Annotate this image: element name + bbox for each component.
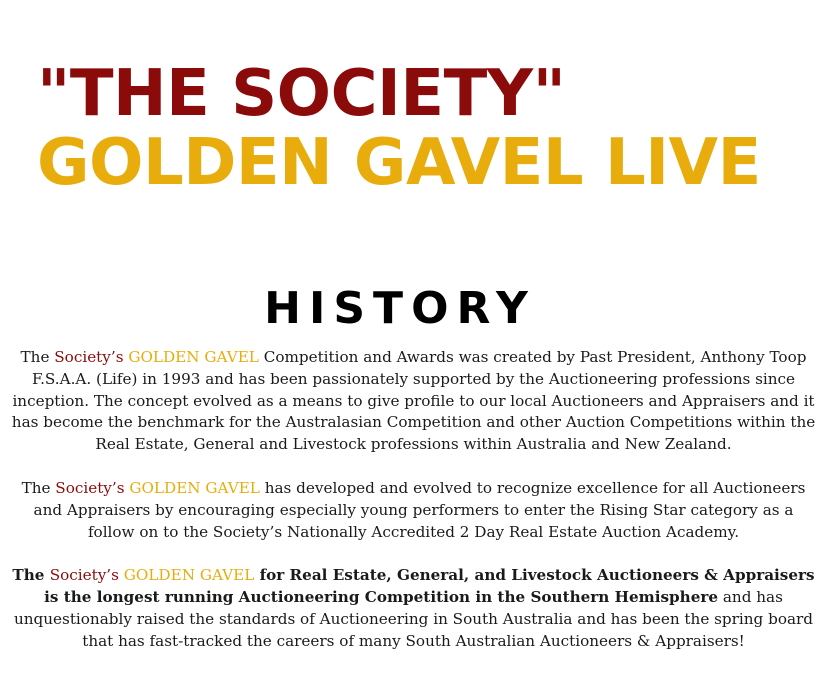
history-paragraph-2 [8, 478, 819, 543]
p1-lead: The [20, 348, 55, 366]
p3-society: Society’s [49, 566, 119, 585]
p1-golden-gavel: GOLDEN GAVEL [128, 348, 259, 366]
p3-bold-rest: for Real Estate, General, and Livestock Auctioneers & Appraisers is the longest running Auctioneering Competition in the Southern Hemisphere [44, 566, 815, 607]
p2-lead: The [21, 478, 56, 497]
history-heading: HISTORY [264, 283, 536, 334]
p3-golden-gavel: GOLDEN GAVEL [123, 566, 255, 585]
p1-society: Society’s [54, 348, 124, 366]
history-paragraph-3 [8, 565, 819, 652]
p3-rest: and has unquestionably raised the standards of Auctioneering in South Australia and has been the spring board that has fast-tracked the careers of many South Australian Auctioneers & Appraisers! [13, 588, 814, 650]
p2-rest: has developed and evolved to recognize excellence for all Auctioneers and Appraisers by encouraging especially young performers to enter the Rising Star category as a follow on to the Society’s Nationally Accredited 2 Day Real Estate Auction Academy. [33, 478, 806, 541]
p3-lead: The [12, 566, 50, 585]
p2-society: Society’s [55, 478, 125, 497]
history-paragraph-1 [8, 347, 819, 456]
hero-title-society: "THE SOCIETY" [37, 57, 566, 131]
p2-golden-gavel: GOLDEN GAVEL [129, 478, 260, 497]
p1-rest: Competition and Awards was created by Past President, Anthony Toop F.S.A.A. (Life) in 1993 and has been passionately supported by the Auctioneering professions since inception. The concept evolved as a means to give profile to our local Auctioneers and Appraisers and it has become the benchmark for the Australasian Competition and other Auction Competitions within the Real Estate, General and Livestock professions within Australia and New Zealand. [11, 348, 816, 454]
hero-title-golden-gavel-live: GOLDEN GAVEL LIVE [37, 126, 761, 200]
hero-title [37, 57, 761, 200]
history-body [8, 347, 819, 675]
